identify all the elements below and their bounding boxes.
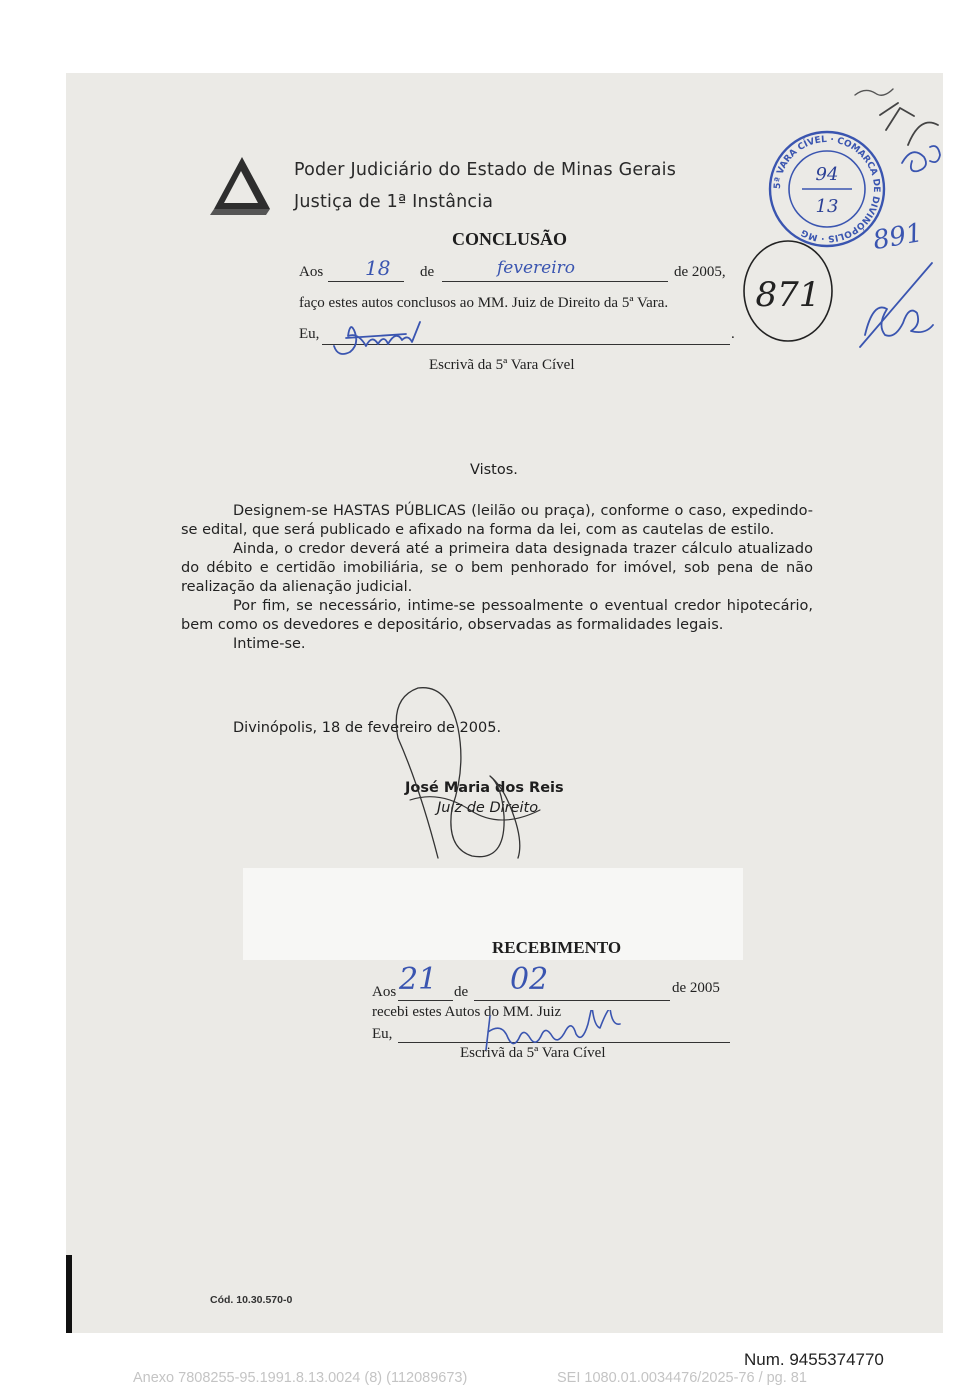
court-triangle-logo xyxy=(208,155,272,215)
place-date: Divinópolis, 18 de fevereiro de 2005. xyxy=(233,720,502,736)
conclusao-eu-label: Eu, xyxy=(299,326,320,342)
despacho-paragraph-4: Intime-se. xyxy=(233,636,306,652)
recebimento-de-label: de xyxy=(454,984,469,1000)
scan-edge-mark xyxy=(66,1255,72,1333)
signer-name: José Maria dos Reis xyxy=(405,780,564,796)
side-initials-mark xyxy=(850,255,942,350)
judge-signature xyxy=(390,680,560,865)
form-code: Cód. 10.30.570-0 xyxy=(210,1294,293,1306)
corner-handwritten-marks xyxy=(850,75,945,195)
signer-title: Juiz de Direito xyxy=(437,800,539,816)
recebimento-day-handwritten: 21 xyxy=(399,962,438,997)
side-page-number: 891 xyxy=(870,217,925,257)
recebimento-month-handwritten: 02 xyxy=(510,962,549,997)
recebimento-year: de 2005 xyxy=(672,980,720,996)
annex-reference: Anexo 7808255-95.1991.8.13.0024 (8) (112089673) xyxy=(133,1370,468,1386)
clerk-signature-conclusao xyxy=(326,318,436,360)
stamp-bottom-number: 13 xyxy=(815,196,839,217)
despacho-paragraph-1: Designem-se HASTAS PÚBLICAS (leilão ou praça), conforme o caso, expedindo-se edital, que será publicado e afixado na forma da lei, com as cautelas de estilo. xyxy=(181,503,813,538)
conclusao-role: Escrivã da 5ª Vara Cível xyxy=(429,357,575,373)
vistos-heading: Vistos. xyxy=(470,462,518,478)
conclusao-year: de 2005, xyxy=(674,264,726,280)
stamp-ring-text: 5ª VARA CÍVEL · COMARCA DE DIVINÓPOLIS · MG xyxy=(772,134,882,244)
despacho-body xyxy=(181,502,813,654)
despacho-paragraph-3: Por fim, se necessário, intime-se pessoalmente o eventual credor hipotecário, bem como os devedores e depositário, observadas as formalidades legais. xyxy=(181,598,813,633)
recebimento-role: Escrivã da 5ª Vara Cível xyxy=(460,1045,606,1061)
recebimento-aos-label: Aos xyxy=(372,984,397,1000)
circled-page-number xyxy=(738,236,838,346)
sei-reference: SEI 1080.01.0034476/2025-76 / pg. 81 xyxy=(557,1370,807,1386)
despacho-paragraph-2: Ainda, o credor deverá até a primeira data designada trazer cálculo atualizado do débito e certidão imobiliária, se o bem penhorado for imóvel, sob pena de não realização da alienação judicial. xyxy=(181,541,813,595)
recebimento-eu-label: Eu, xyxy=(372,1026,393,1042)
conclusao-day-handwritten: 18 xyxy=(365,256,391,280)
recebimento-title: RECEBIMENTO xyxy=(492,938,622,957)
conclusao-month-handwritten: fevereiro xyxy=(497,258,576,278)
recebimento-statement: recebi estes Autos do MM. Juiz xyxy=(372,1004,562,1020)
conclusao-de-label: de xyxy=(420,264,435,280)
conclusao-aos-label: Aos xyxy=(299,264,324,280)
instance-name: Justiça de 1ª Instância xyxy=(294,192,494,212)
stamp-top-number: 94 xyxy=(815,164,839,185)
conclusao-statement: faço estes autos conclusos ao MM. Juiz de Direito da 5ª Vara. xyxy=(299,295,669,311)
document-number: Num. 9455374770 xyxy=(744,1350,884,1369)
conclusao-period: . xyxy=(731,326,735,342)
conclusao-title: CONCLUSÃO xyxy=(452,229,568,249)
circled-number-text: 871 xyxy=(755,275,821,315)
institution-name: Poder Judiciário do Estado de Minas Gerais xyxy=(294,160,677,180)
